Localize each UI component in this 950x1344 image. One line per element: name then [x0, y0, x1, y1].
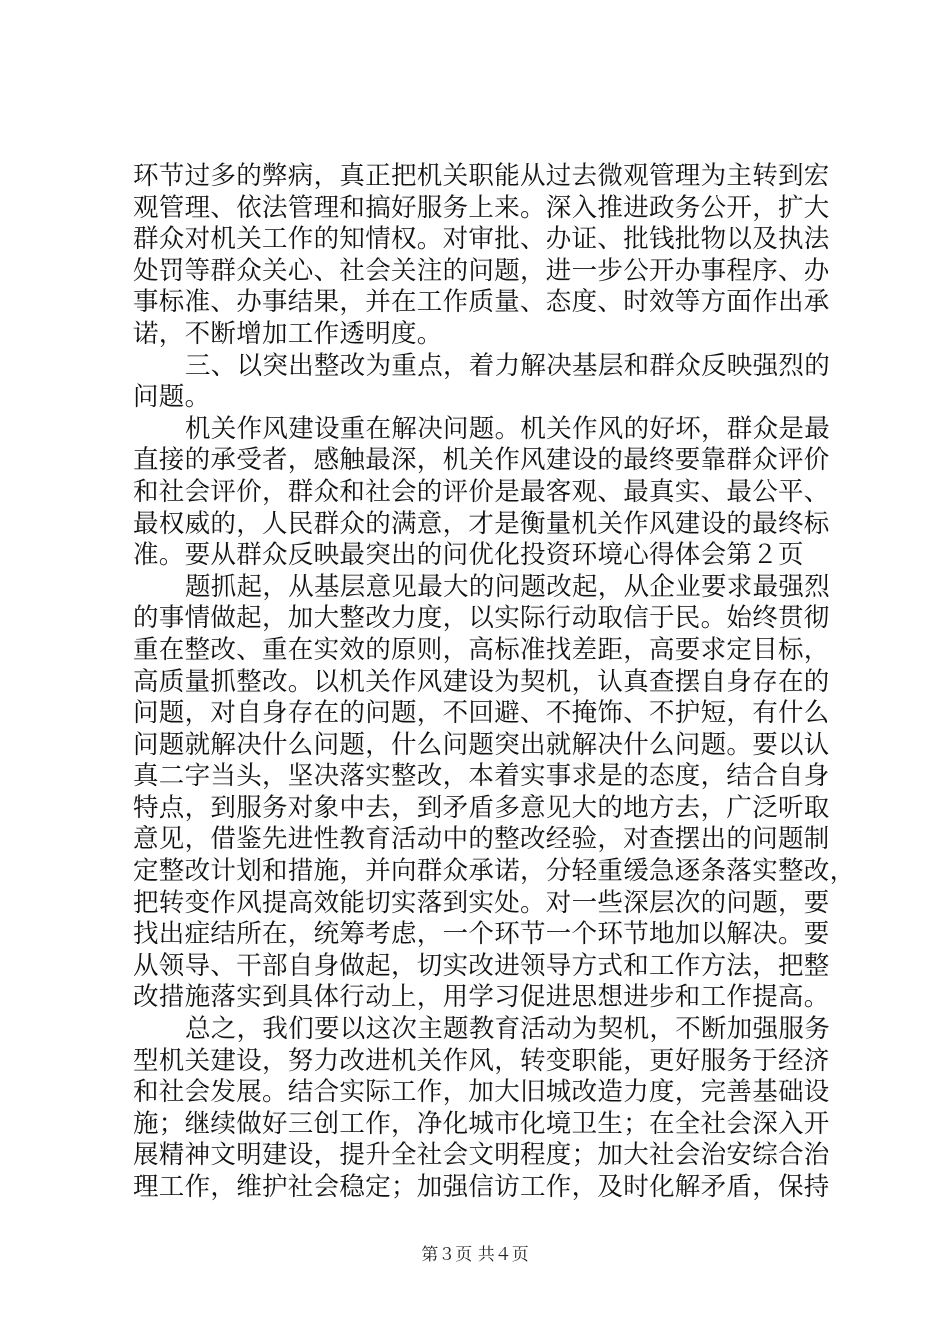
text-line: 题抓起，从基层意见最大的问题改起，从企业要求最强烈 — [185, 571, 831, 602]
text-line: 群众对机关工作的知情权。对审批、办证、批钱批物以及执法 — [133, 224, 830, 255]
section-heading-line: 问题。 — [133, 382, 211, 413]
text-line: 型机关建设，努力改进机关作风，转变职能，更好服务于经济 — [133, 1045, 830, 1076]
text-line: 和社会发展。结合实际工作，加大旧城改造力度，完善基础设 — [133, 1077, 830, 1108]
text-line: 机关作风建设重在解决问题。机关作风的好坏，群众是最 — [185, 413, 831, 444]
text-line: 事标准、办事结果，并在工作质量、态度、时效等方面作出承 — [133, 287, 830, 318]
text-line: 施；继续做好三创工作，净化城市化境卫生；在全社会深入开 — [133, 1108, 830, 1139]
text-line: 最权威的，人民群众的满意，才是衡量机关作风建设的最终标 — [133, 508, 830, 539]
page-footer: 第３页 共４页 — [421, 1245, 529, 1265]
text-line: 找出症结所在，统筹考虑，一个环节一个环节地加以解决。要 — [133, 919, 830, 950]
text-line: 改措施落实到具体行动上，用学习促进思想进步和工作提高。 — [133, 982, 830, 1013]
text-line: 把转变作风提高效能切实落到实处。对一些深层次的问题，要 — [133, 887, 830, 918]
text-line: 处罚等群众关心、社会关注的问题，进一步公开办事程序、办 — [133, 255, 830, 286]
text-line: 重在整改、重在实效的原则，高标准找差距，高要求定目标， — [133, 634, 830, 665]
text-line: 的事情做起，加大整改力度，以实际行动取信于民。始终贯彻 — [133, 603, 830, 634]
text-line: 准。要从群众反映最突出的问优化投资环境心得体会第２页 — [133, 540, 804, 571]
text-line: 展精神文明建设，提升全社会文明程度；加大社会治安综合治 — [133, 1140, 830, 1171]
text-line: 理工作，维护社会稳定；加强信访工作，及时化解矛盾，保持 — [133, 1172, 830, 1202]
text-line: 特点，到服务对象中去，到矛盾多意见大的地方去，广泛听取 — [133, 792, 830, 823]
text-line: 问题就解决什么问题，什么问题突出就解决什么问题。要以认 — [133, 729, 830, 760]
text-line: 诺，不断增加工作透明度。 — [133, 318, 443, 349]
text-line: 和社会评价，群众和社会的评价是最客观、最真实、最公平、 — [133, 476, 830, 507]
text-line: 定整改计划和措施，并向群众承诺，分轻重缓急逐条落实整改， — [133, 856, 856, 887]
text-line: 高质量抓整改。以机关作风建设为契机，认真查摆自身存在的 — [133, 666, 830, 697]
text-line: 真二字当头，坚决落实整改，本着实事求是的态度，结合自身 — [133, 761, 830, 792]
text-line: 观管理、依法管理和搞好服务上来。深入推进政务公开，扩大 — [133, 192, 830, 223]
section-heading-line: 三、以突出整改为重点，着力解决基层和群众反映强烈的 — [185, 350, 831, 381]
text-line: 从领导、干部自身做起，切实改进领导方式和工作方法，把整 — [133, 950, 830, 981]
text-line: 意见，借鉴先进性教育活动中的整改经验，对查摆出的问题制 — [133, 824, 830, 855]
text-line: 环节过多的弊病，真正把机关职能从过去微观管理为主转到宏 — [133, 161, 830, 191]
text-line: 直接的承受者，感触最深，机关作风建设的最终要靠群众评价 — [133, 445, 830, 476]
document-body — [133, 161, 856, 1204]
text-line: 问题，对自身存在的问题，不回避、不掩饰、不护短，有什么 — [133, 698, 830, 729]
text-line: 总之，我们要以这次主题教育活动为契机，不断加强服务 — [185, 1014, 831, 1045]
